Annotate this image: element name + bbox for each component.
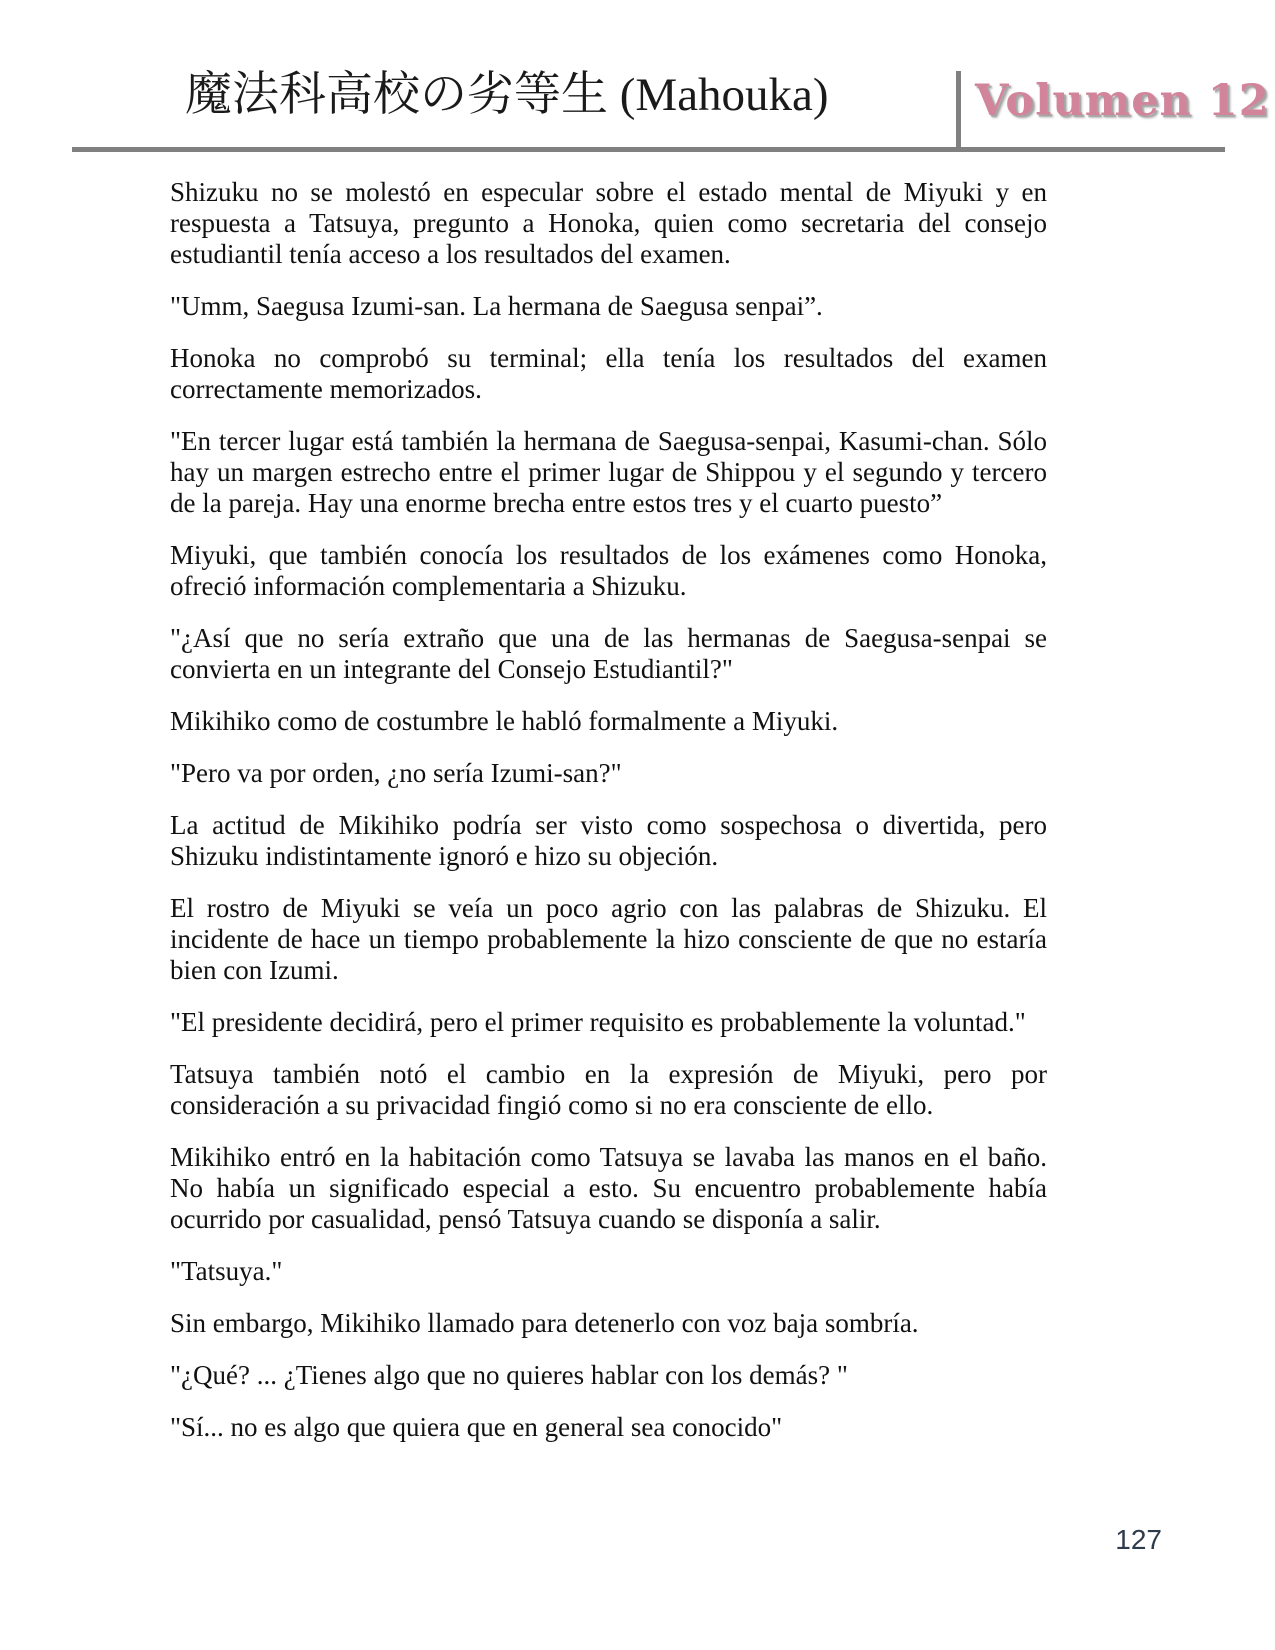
- paragraph: "En tercer lugar está también la hermana de Saegusa-senpai, Kasumi-chan. Sólo hay un margen estrecho entre el primer lugar de Shippou y el segundo y tercero de la pareja. Hay una enorme brecha entre estos tres y el cuarto puesto”: [170, 426, 1047, 518]
- paragraph: "El presidente decidirá, pero el primer requisito es probablemente la voluntad.": [170, 1007, 1026, 1037]
- body-text: [170, 177, 1047, 1464]
- paragraph: Miyuki, que también conocía los resultados de los exámenes como Honoka, ofreció información complementaria a Shizuku.: [170, 540, 1047, 601]
- paragraph: El rostro de Miyuki se veía un poco agrio con las palabras de Shizuku. El incidente de hace un tiempo probablemente la hizo consciente de que no estaría bien con Izumi.: [170, 893, 1047, 985]
- paragraph: Mikihiko como de costumbre le habló formalmente a Miyuki.: [170, 706, 839, 736]
- paragraph: "Sí... no es algo que quiera que en general sea conocido": [170, 1412, 783, 1442]
- paragraph: La actitud de Mikihiko podría ser visto como sospechosa o divertida, pero Shizuku indistintamente ignoró e hizo su objeción.: [170, 810, 1047, 871]
- paragraph: Sin embargo, Mikihiko llamado para detenerlo con voz baja sombría.: [170, 1308, 919, 1338]
- volume-label: Volumen 12: [975, 76, 1270, 126]
- page-title: 魔法科高校の劣等生 (Mahouka): [185, 69, 829, 121]
- paragraph: "¿Qué? ... ¿Tienes algo que no quieres hablar con los demás? ": [170, 1360, 848, 1390]
- paragraph: Shizuku no se molestó en especular sobre el estado mental de Miyuki y en respuesta a Tatsuya, pregunto a Honoka, quien como secretaria del consejo estudiantil tenía acceso a los resultados del examen.: [170, 177, 1047, 269]
- paragraph: "Tatsuya.": [170, 1256, 283, 1286]
- paragraph: "¿Así que no sería extraño que una de las hermanas de Saegusa-senpai se convierta en un integrante del Consejo Estudiantil?": [170, 623, 1047, 684]
- header-rule: [72, 147, 1225, 152]
- paragraph: "Pero va por orden, ¿no sería Izumi-san?": [170, 758, 622, 788]
- paragraph: Mikihiko entró en la habitación como Tatsuya se lavaba las manos en el baño. No había un significado especial a esto. Su encuentro probablemente había ocurrido por casualidad, pensó Tatsuya cuando se disponía a salir.: [170, 1142, 1047, 1234]
- paragraph: Honoka no comprobó su terminal; ella tenía los resultados del examen correctamente memorizados.: [170, 343, 1047, 404]
- paragraph: "Umm, Saegusa Izumi-san. La hermana de Saegusa senpai”.: [170, 291, 823, 321]
- page-number: 127: [1115, 1524, 1162, 1555]
- paragraph: Tatsuya también notó el cambio en la expresión de Miyuki, pero por consideración a su privacidad fingió como si no era consciente de ello.: [170, 1059, 1047, 1120]
- header-divider-bar: [956, 71, 961, 148]
